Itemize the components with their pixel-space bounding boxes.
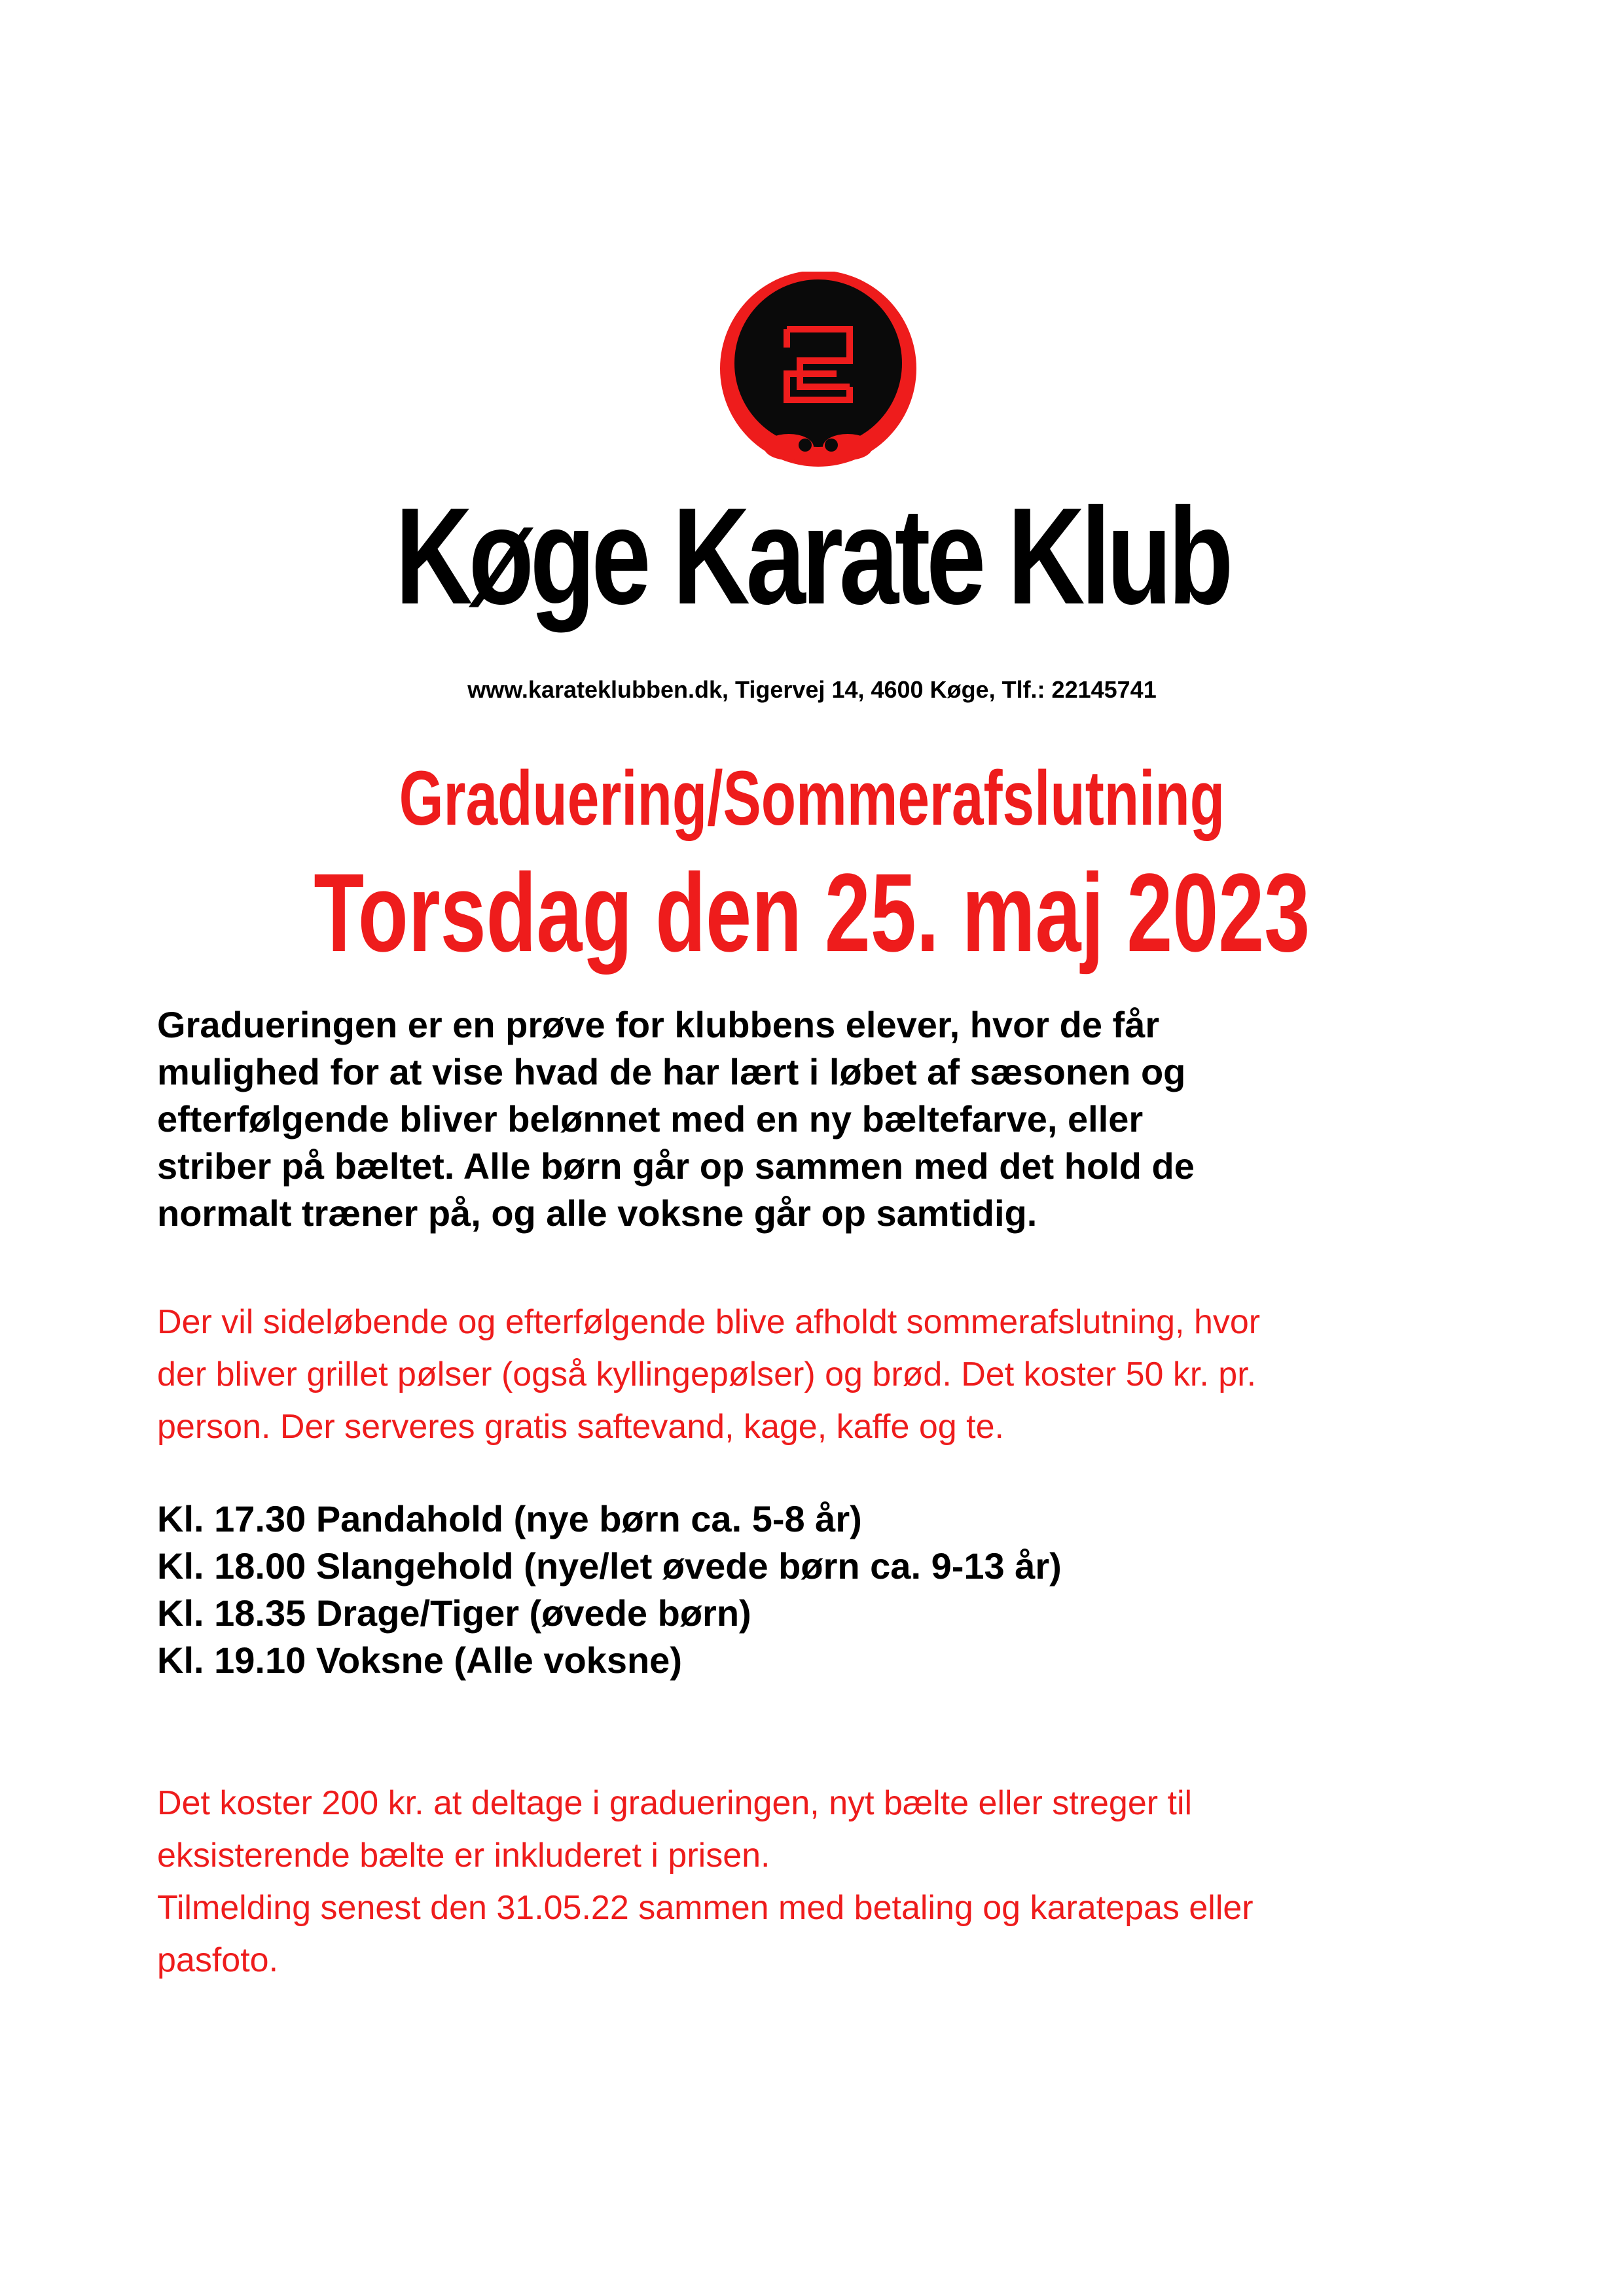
schedule-item: Kl. 18.35 Drage/Tiger (øvede børn) bbox=[157, 1592, 751, 1634]
intro-line: Gradueringen er en prøve for klubbens elever, hvor de får bbox=[157, 1004, 1160, 1045]
price-line: eksisterende bælte er inkluderet i prisen. bbox=[157, 1837, 770, 1874]
contact-line: www.karateklubben.dk, Tigervej 14, 4600 Køge, Tlf.: 22145741 bbox=[467, 676, 1157, 703]
info-line: person. Der serveres gratis saftevand, kage, kaffe og te. bbox=[157, 1408, 1004, 1446]
summer-info-paragraph bbox=[157, 1296, 1519, 1453]
event-date bbox=[0, 851, 1624, 975]
intro-line: efterfølgende bliver belønnet med en ny bæltefarve, eller bbox=[157, 1098, 1144, 1139]
club-name-text: Køge Karate Klub bbox=[395, 479, 1229, 633]
event-title-text: Graduering/Sommerafslutning bbox=[399, 755, 1225, 842]
price-paragraph bbox=[157, 1777, 1519, 1986]
price-line: Det koster 200 kr. at deltage i gradueringen, nyt bælte eller streger til bbox=[157, 1784, 1193, 1822]
intro-line: mulighed for at vise hvad de har lært i løbet af sæsonen og bbox=[157, 1051, 1186, 1092]
schedule-item: Kl. 17.30 Pandahold (nye børn ca. 5-8 år) bbox=[157, 1498, 862, 1539]
info-line: Der vil sideløbende og efterfølgende blive afholdt sommerafslutning, hvor bbox=[157, 1303, 1261, 1341]
intro-line: normalt træner på, og alle voksne går op samtidig. bbox=[157, 1193, 1038, 1234]
intro-paragraph bbox=[157, 1001, 1499, 1237]
schedule-item: Kl. 19.10 Voksne (Alle voksne) bbox=[157, 1640, 682, 1681]
schedule-list bbox=[157, 1496, 1499, 1684]
info-line: der bliver grillet pølser (også kyllingepølser) og brød. Det koster 50 kr. pr. bbox=[157, 1355, 1257, 1393]
karate-club-logo-icon bbox=[713, 272, 923, 468]
event-date-text: Torsdag den 25. maj 2023 bbox=[314, 851, 1310, 975]
schedule-item: Kl. 18.00 Slangehold (nye/let øvede børn ca. 9-13 år) bbox=[157, 1545, 1062, 1587]
price-line: pasfoto. bbox=[157, 1941, 279, 1979]
event-title bbox=[0, 753, 1624, 844]
club-name-heading bbox=[0, 478, 1624, 635]
intro-line: striber på bæltet. Alle børn går op sammen med det hold de bbox=[157, 1145, 1195, 1187]
price-line: Tilmelding senest den 31.05.22 sammen med betaling og karatepas eller bbox=[157, 1889, 1254, 1927]
